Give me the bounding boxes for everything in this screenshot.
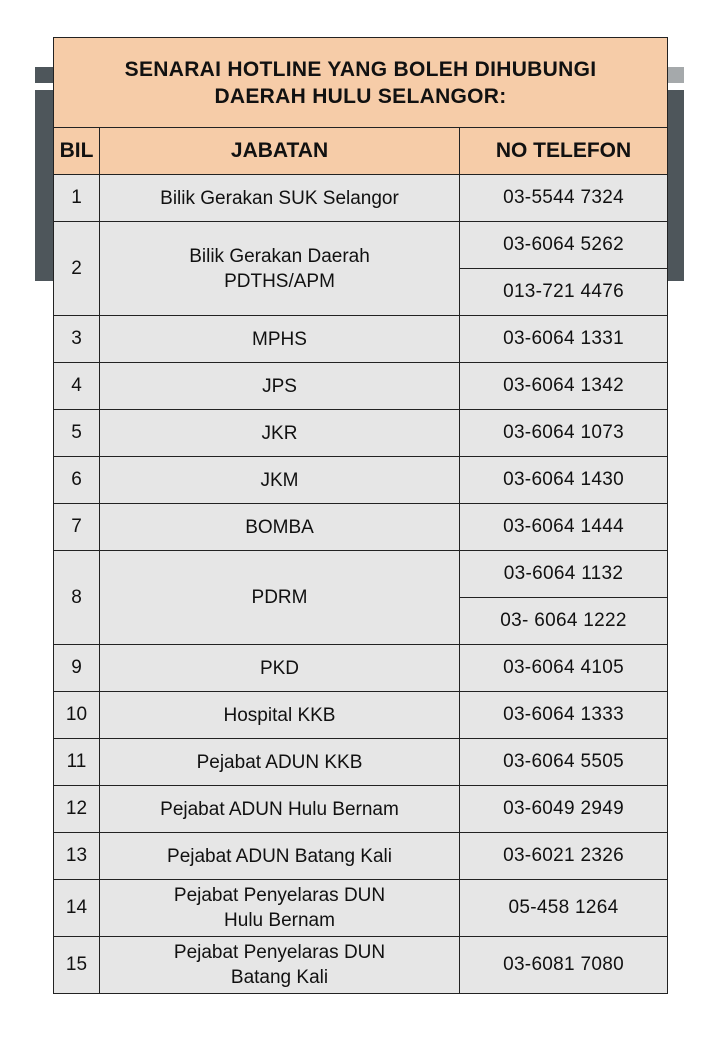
row-bil: 2 xyxy=(54,222,100,316)
row-jabatan-line: Hulu Bernam xyxy=(224,910,335,931)
row-phone: 03- 6064 1222 xyxy=(460,598,668,645)
table-row xyxy=(54,222,668,269)
row-jabatan xyxy=(100,175,460,222)
row-jabatan xyxy=(100,316,460,363)
row-jabatan-line: Batang Kali xyxy=(230,967,329,988)
row-bil: 10 xyxy=(54,692,100,739)
hotline-table xyxy=(53,37,668,994)
table-row xyxy=(54,504,668,551)
row-bil: 7 xyxy=(54,504,100,551)
table-row xyxy=(54,692,668,739)
row-phone: 03-6049 2949 xyxy=(460,786,668,833)
row-bil: 1 xyxy=(54,175,100,222)
row-bil: 6 xyxy=(54,457,100,504)
table-row xyxy=(54,457,668,504)
row-jabatan-line: PKD xyxy=(259,657,300,679)
row-jabatan xyxy=(100,833,460,880)
table-row xyxy=(54,410,668,457)
table-title-line2: DAERAH HULU SELANGOR: xyxy=(214,84,507,108)
row-phone: 03-6064 1132 xyxy=(460,551,668,598)
table-row xyxy=(54,786,668,833)
row-phone: 03-6064 1073 xyxy=(460,410,668,457)
decor-bar-left xyxy=(35,90,55,281)
header-bil: BIL xyxy=(54,128,100,175)
row-jabatan xyxy=(100,739,460,786)
row-jabatan xyxy=(100,645,460,692)
header-row xyxy=(54,128,668,175)
row-jabatan-line: JPS xyxy=(262,375,297,397)
row-phone: 03-5544 7324 xyxy=(460,175,668,222)
row-jabatan-line: Pejabat ADUN Hulu Bernam xyxy=(160,798,399,820)
row-phone: 03-6081 7080 xyxy=(460,937,668,994)
row-phone: 013-721 4476 xyxy=(460,269,668,316)
row-jabatan-line: Pejabat ADUN KKB xyxy=(196,751,363,773)
table-title xyxy=(54,38,668,128)
row-bil: 15 xyxy=(54,937,100,994)
row-jabatan-line: BOMBA xyxy=(245,516,314,538)
table-title-line1: SENARAI HOTLINE YANG BOLEH DIHUBUNGI xyxy=(124,57,597,81)
table-row xyxy=(54,880,668,937)
row-phone: 03-6021 2326 xyxy=(460,833,668,880)
row-jabatan xyxy=(100,937,460,994)
header-jabatan: JABATAN xyxy=(100,128,460,175)
row-phone: 03-6064 5505 xyxy=(460,739,668,786)
table-row xyxy=(54,645,668,692)
header-telefon: NO TELEFON xyxy=(460,128,668,175)
row-jabatan-line: Hospital KKB xyxy=(223,704,336,726)
row-phone: 03-6064 5262 xyxy=(460,222,668,269)
row-jabatan-line: Pejabat ADUN Batang Kali xyxy=(167,845,392,867)
table-row xyxy=(54,833,668,880)
row-jabatan-line: JKM xyxy=(260,469,299,491)
row-bil: 5 xyxy=(54,410,100,457)
row-bil: 13 xyxy=(54,833,100,880)
row-jabatan-line: Bilik Gerakan Daerah xyxy=(189,245,370,267)
table-row xyxy=(54,739,668,786)
row-bil: 14 xyxy=(54,880,100,937)
row-jabatan xyxy=(100,222,460,316)
row-jabatan xyxy=(100,880,460,937)
row-jabatan xyxy=(100,692,460,739)
row-phone: 03-6064 4105 xyxy=(460,645,668,692)
row-bil: 9 xyxy=(54,645,100,692)
row-jabatan-line: JKR xyxy=(261,422,298,444)
row-bil: 3 xyxy=(54,316,100,363)
row-phone: 03-6064 1430 xyxy=(460,457,668,504)
row-jabatan xyxy=(100,457,460,504)
row-jabatan-line: MPHS xyxy=(252,328,307,350)
table-row xyxy=(54,363,668,410)
row-bil: 8 xyxy=(54,551,100,645)
row-jabatan-line: Pejabat Penyelaras DUN xyxy=(173,942,386,963)
row-bil: 11 xyxy=(54,739,100,786)
row-jabatan-line: PDRM xyxy=(251,587,308,608)
table-row xyxy=(54,316,668,363)
row-phone: 03-6064 1331 xyxy=(460,316,668,363)
row-jabatan-line: Bilik Gerakan SUK Selangor xyxy=(160,187,399,209)
row-phone: 03-6064 1444 xyxy=(460,504,668,551)
table-row xyxy=(54,175,668,222)
row-phone: 03-6064 1333 xyxy=(460,692,668,739)
decor-bar-left-top xyxy=(35,67,55,83)
row-jabatan-line: PDTHS/APM xyxy=(224,270,335,292)
row-jabatan xyxy=(100,786,460,833)
row-bil: 4 xyxy=(54,363,100,410)
row-bil: 12 xyxy=(54,786,100,833)
table-row xyxy=(54,551,668,598)
row-jabatan xyxy=(100,551,460,645)
row-jabatan xyxy=(100,363,460,410)
row-jabatan xyxy=(100,410,460,457)
row-jabatan xyxy=(100,504,460,551)
row-phone: 03-6064 1342 xyxy=(460,363,668,410)
row-phone: 05-458 1264 xyxy=(460,880,668,937)
table-row xyxy=(54,937,668,994)
row-jabatan-line: Pejabat Penyelaras DUN xyxy=(173,885,386,906)
